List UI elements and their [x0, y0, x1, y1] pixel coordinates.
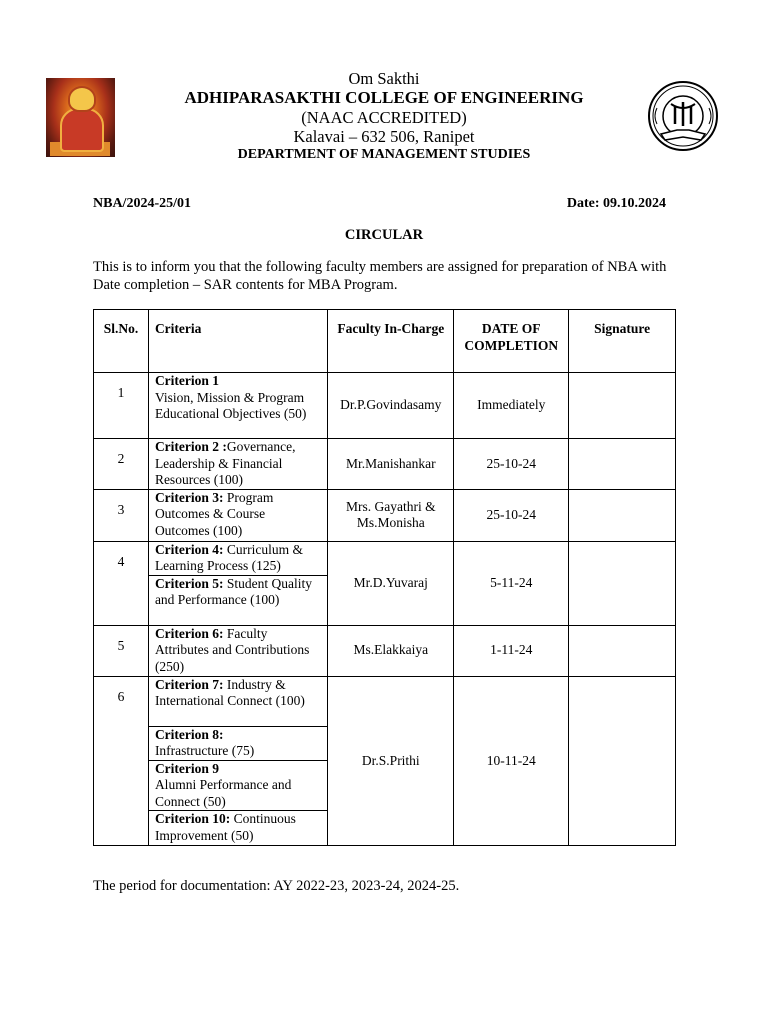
- criterion-description: Faculty Attributes and Contributions (250): [154, 625, 310, 674]
- criterion-description: Governance, Leadership & Financial Resources (100): [154, 439, 296, 487]
- criterion-name: Criterion 5:: [154, 575, 224, 591]
- completion-date-cell: Immediately: [454, 373, 569, 439]
- faculty-cell: Mr.Manishankar: [328, 439, 454, 490]
- table-header-row: [94, 310, 676, 373]
- criteria-cell: [148, 489, 327, 541]
- criteria-cell: [148, 625, 327, 676]
- documentation-period: The period for documentation: AY 2022-23, 2023-24, 2024-25.: [93, 878, 460, 894]
- criterion-name: Criterion 10:: [154, 811, 231, 826]
- header-faculty: Faculty In-Charge: [328, 310, 454, 373]
- signature-cell[interactable]: [569, 489, 676, 541]
- signature-cell[interactable]: [569, 373, 676, 439]
- header-date: DATE OF COMPLETION: [454, 310, 569, 373]
- criterion-name: Criterion 6:: [154, 625, 224, 641]
- completion-date-cell: 25-10-24: [454, 439, 569, 490]
- address: Kalavai – 632 506, Ranipet: [293, 127, 475, 146]
- criteria-cell: [148, 575, 327, 625]
- table-row: [94, 541, 676, 575]
- faculty-cell: Mrs. Gayathri & Ms.Monisha: [328, 489, 454, 541]
- faculty-cell: Mr.D.Yuvaraj: [328, 541, 454, 625]
- sl-no-cell: 2: [94, 439, 149, 490]
- criterion-name: Criterion 7:: [154, 676, 224, 692]
- sl-no-cell: 5: [94, 625, 149, 676]
- completion-date-cell: 10-11-24: [454, 676, 569, 846]
- criterion-description: Student Quality and Performance (100): [154, 575, 313, 607]
- college-name: ADHIPARASAKTHI COLLEGE OF ENGINEERING: [184, 88, 584, 107]
- completion-date-cell: 25-10-24: [454, 489, 569, 541]
- criterion-name: Criterion 4:: [154, 541, 224, 557]
- signature-cell[interactable]: [569, 439, 676, 490]
- criterion-description: Alumni Performance and Connect (50): [154, 777, 292, 809]
- criteria-cell: [148, 726, 327, 760]
- criterion-description: Infrastructure (75): [154, 743, 255, 758]
- circular-date: Date: 09.10.2024: [566, 196, 666, 211]
- criteria-cell: [148, 676, 327, 726]
- criterion-name: Criterion 8:: [154, 726, 224, 742]
- intro-paragraph: This is to inform you that the following faculty members are assigned for preparation of NBA with Date completion – SAR contents for MBA Program.: [93, 259, 667, 293]
- header-signature: Signature: [569, 310, 676, 373]
- criterion-description: Program Outcomes & Course Outcomes (100): [154, 489, 274, 538]
- faculty-cell: Dr.P.Govindasamy: [328, 373, 454, 439]
- signature-cell[interactable]: [569, 625, 676, 676]
- signature-cell[interactable]: [569, 676, 676, 846]
- faculty-cell: Ms.Elakkaiya: [328, 625, 454, 676]
- table-row: [94, 439, 676, 490]
- criteria-cell: [148, 373, 327, 439]
- criterion-name: Criterion 9: [154, 760, 220, 776]
- sl-no-cell: 6: [94, 676, 149, 846]
- table-row: [94, 489, 676, 541]
- criterion-description: Curriculum & Learning Process (125): [154, 541, 304, 573]
- completion-date-cell: 5-11-24: [454, 541, 569, 625]
- sl-no-cell: 4: [94, 541, 149, 625]
- criteria-cell: [148, 811, 327, 846]
- header-sl-no: Sl.No.: [94, 310, 149, 373]
- criterion-description: Vision, Mission & Program Educational Objectives (50): [154, 389, 307, 421]
- table-row: [94, 676, 676, 726]
- reference-number: NBA/2024-25/01: [93, 196, 191, 211]
- table-body: [94, 373, 676, 846]
- criterion-description: Industry & International Connect (100): [154, 676, 305, 708]
- sl-no-cell: 3: [94, 489, 149, 541]
- completion-date-cell: 1-11-24: [454, 625, 569, 676]
- signature-cell[interactable]: [569, 541, 676, 625]
- sl-no-cell: 1: [94, 373, 149, 439]
- faculty-cell: Dr.S.Prithi: [328, 676, 454, 846]
- assignment-table: [93, 309, 676, 846]
- table-row: [94, 625, 676, 676]
- document-title: CIRCULAR: [344, 227, 424, 243]
- criterion-name: Criterion 3:: [154, 489, 224, 505]
- header-criteria: Criteria: [148, 310, 327, 373]
- criterion-name: Criterion 1: [154, 373, 220, 388]
- accreditation: (NAAC ACCREDITED): [301, 108, 467, 127]
- criteria-cell: [148, 760, 327, 811]
- table-row: [94, 373, 676, 439]
- department-name: DEPARTMENT OF MANAGEMENT STUDIES: [237, 147, 531, 162]
- criteria-cell: [148, 541, 327, 575]
- criterion-name: Criterion 2 :: [154, 439, 227, 454]
- header-line: Om Sakthi: [348, 69, 420, 88]
- criterion-description: Continuous Improvement (50): [154, 811, 296, 843]
- criteria-cell: [148, 439, 327, 490]
